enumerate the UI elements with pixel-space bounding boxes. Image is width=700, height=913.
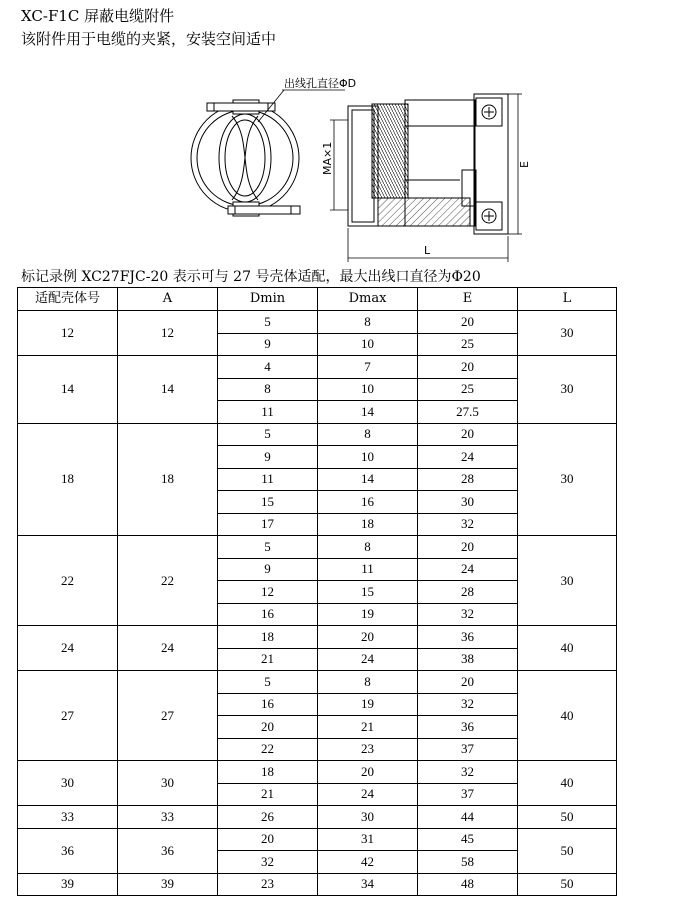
- dmin-cell: 16: [218, 693, 318, 716]
- e-cell: 36: [418, 626, 518, 649]
- dmax-cell: 23: [318, 738, 418, 761]
- e-cell: 38: [418, 648, 518, 671]
- e-cell: 36: [418, 716, 518, 739]
- l-cell: 50: [518, 806, 617, 829]
- page-subtitle: 该附件用于电缆的夹紧，安装空间适中: [21, 30, 277, 48]
- header-shell: 适配壳体号: [18, 288, 118, 311]
- dmin-cell: 12: [218, 581, 318, 604]
- side-view: [348, 94, 508, 234]
- l-cell: 40: [518, 761, 617, 806]
- e-dimension-label: E: [518, 161, 531, 168]
- shell-size-cell: 33: [18, 806, 118, 829]
- shell-size-cell: 18: [18, 423, 118, 536]
- shell-size-cell: 12: [18, 311, 118, 356]
- e-cell: 27.5: [418, 401, 518, 424]
- dmin-cell: 15: [218, 491, 318, 514]
- dmin-cell: 32: [218, 851, 318, 874]
- e-cell: 28: [418, 468, 518, 491]
- header-dmin: Dmin: [218, 288, 318, 311]
- e-cell: 24: [418, 558, 518, 581]
- a-cell: 27: [118, 671, 218, 761]
- l-dimension-label: L: [424, 244, 431, 257]
- table-row: [18, 356, 617, 379]
- table-row: [18, 828, 617, 851]
- dmax-cell: 8: [318, 311, 418, 334]
- table-row: [18, 536, 617, 559]
- dmax-cell: 18: [318, 513, 418, 536]
- dmax-cell: 10: [318, 378, 418, 401]
- shell-size-cell: 14: [18, 356, 118, 424]
- dmin-cell: 23: [218, 873, 318, 896]
- a-cell: 18: [118, 423, 218, 536]
- dmin-cell: 20: [218, 716, 318, 739]
- dmin-cell: 11: [218, 468, 318, 491]
- header-a: A: [118, 288, 218, 311]
- a-cell: 39: [118, 873, 218, 896]
- a-cell: 14: [118, 356, 218, 424]
- table-row: [18, 626, 617, 649]
- a-cell: 33: [118, 806, 218, 829]
- ma-dimension-label: MA×1: [321, 141, 334, 175]
- dmax-cell: 21: [318, 716, 418, 739]
- e-cell: 20: [418, 671, 518, 694]
- spec-table-body: [18, 311, 617, 896]
- dmin-cell: 20: [218, 828, 318, 851]
- dmax-cell: 24: [318, 783, 418, 806]
- dmin-cell: 17: [218, 513, 318, 536]
- table-row: [18, 806, 617, 829]
- a-cell: 36: [118, 828, 218, 873]
- e-cell: 28: [418, 581, 518, 604]
- l-cell: 30: [518, 311, 617, 356]
- dmin-cell: 26: [218, 806, 318, 829]
- dmax-cell: 7: [318, 356, 418, 379]
- dmax-cell: 15: [318, 581, 418, 604]
- e-cell: 30: [418, 491, 518, 514]
- l-cell: 40: [518, 626, 617, 671]
- dmin-cell: 18: [218, 761, 318, 784]
- technical-drawing: [0, 70, 700, 265]
- dmin-cell: 18: [218, 626, 318, 649]
- shell-size-cell: 30: [18, 761, 118, 806]
- e-cell: 48: [418, 873, 518, 896]
- page-title: XC-F1C 屏蔽电缆附件: [21, 7, 175, 25]
- dmax-cell: 20: [318, 626, 418, 649]
- dmax-cell: 24: [318, 648, 418, 671]
- dmin-cell: 5: [218, 671, 318, 694]
- dmin-cell: 5: [218, 536, 318, 559]
- e-cell: 32: [418, 603, 518, 626]
- table-row: [18, 761, 617, 784]
- shell-size-cell: 24: [18, 626, 118, 671]
- table-row: [18, 311, 617, 334]
- header-dmax: Dmax: [318, 288, 418, 311]
- dmax-cell: 8: [318, 536, 418, 559]
- shell-size-cell: 36: [18, 828, 118, 873]
- dmin-cell: 9: [218, 446, 318, 469]
- dmax-cell: 8: [318, 671, 418, 694]
- l-cell: 50: [518, 828, 617, 873]
- dmin-cell: 21: [218, 783, 318, 806]
- e-cell: 20: [418, 423, 518, 446]
- table-row: [18, 423, 617, 446]
- dmin-cell: 21: [218, 648, 318, 671]
- dmin-cell: 5: [218, 311, 318, 334]
- l-cell: 30: [518, 356, 617, 424]
- dmin-cell: 5: [218, 423, 318, 446]
- dmin-cell: 22: [218, 738, 318, 761]
- dmax-cell: 16: [318, 491, 418, 514]
- dmax-cell: 42: [318, 851, 418, 874]
- table-row: [18, 873, 617, 896]
- l-cell: 50: [518, 873, 617, 896]
- table-header-row: [18, 288, 617, 311]
- e-cell: 20: [418, 311, 518, 334]
- e-cell: 24: [418, 446, 518, 469]
- dmin-cell: 8: [218, 378, 318, 401]
- dmax-cell: 14: [318, 401, 418, 424]
- l-cell: 40: [518, 671, 617, 761]
- dmax-cell: 11: [318, 558, 418, 581]
- shell-size-cell: 27: [18, 671, 118, 761]
- dmax-cell: 31: [318, 828, 418, 851]
- e-cell: 45: [418, 828, 518, 851]
- l-cell: 30: [518, 536, 617, 626]
- a-cell: 24: [118, 626, 218, 671]
- shell-size-cell: 39: [18, 873, 118, 896]
- dmax-cell: 30: [318, 806, 418, 829]
- dmin-cell: 16: [218, 603, 318, 626]
- dmax-cell: 34: [318, 873, 418, 896]
- dmin-cell: 9: [218, 558, 318, 581]
- e-cell: 20: [418, 356, 518, 379]
- table-row: [18, 671, 617, 694]
- l-cell: 30: [518, 423, 617, 536]
- dmax-cell: 10: [318, 446, 418, 469]
- e-cell: 44: [418, 806, 518, 829]
- header-l: L: [518, 288, 617, 311]
- e-cell: 20: [418, 536, 518, 559]
- dmin-cell: 4: [218, 356, 318, 379]
- dmax-cell: 20: [318, 761, 418, 784]
- outlet-diameter-label: 出线孔直径ΦD: [284, 77, 357, 90]
- front-view: [191, 100, 300, 216]
- e-cell: 37: [418, 783, 518, 806]
- e-cell: 37: [418, 738, 518, 761]
- a-cell: 12: [118, 311, 218, 356]
- e-cell: 25: [418, 333, 518, 356]
- marking-example: 标记录例 XC27FJC-20 表示可与 27 号壳体适配，最大出线口直径为Φ20: [21, 269, 481, 285]
- a-cell: 30: [118, 761, 218, 806]
- dmax-cell: 19: [318, 693, 418, 716]
- dmin-cell: 11: [218, 401, 318, 424]
- header-e: E: [418, 288, 518, 311]
- a-cell: 22: [118, 536, 218, 626]
- dmax-cell: 14: [318, 468, 418, 491]
- e-cell: 58: [418, 851, 518, 874]
- e-cell: 25: [418, 378, 518, 401]
- dmax-cell: 8: [318, 423, 418, 446]
- spec-table: [17, 287, 617, 896]
- e-cell: 32: [418, 513, 518, 536]
- dmax-cell: 10: [318, 333, 418, 356]
- e-cell: 32: [418, 693, 518, 716]
- shell-size-cell: 22: [18, 536, 118, 626]
- e-cell: 32: [418, 761, 518, 784]
- dmin-cell: 9: [218, 333, 318, 356]
- dmax-cell: 19: [318, 603, 418, 626]
